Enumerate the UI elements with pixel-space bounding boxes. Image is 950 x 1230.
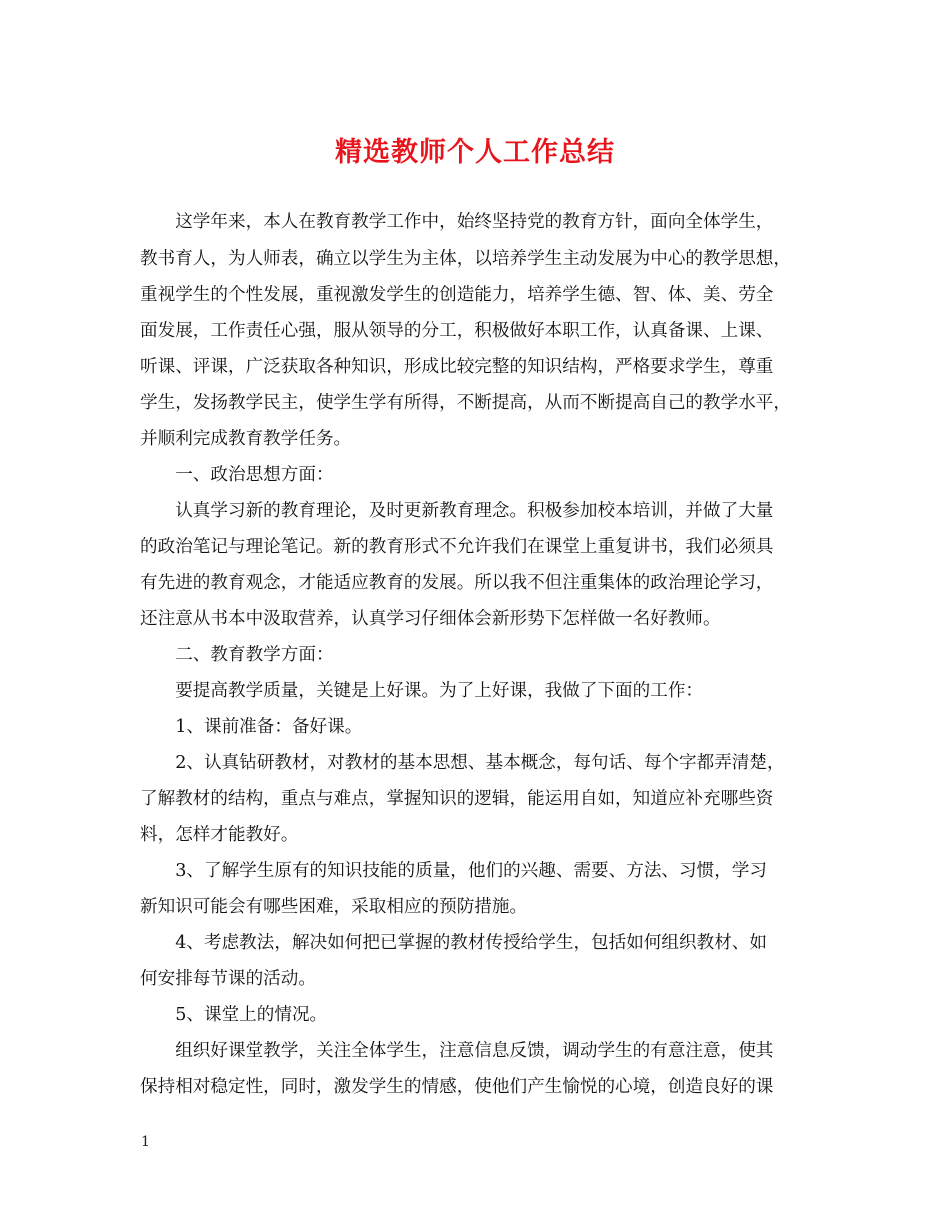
list-item: 4、考虑教法，解决如何把已掌握的教材传授给学生，包括如何组织教材、如	[140, 933, 767, 953]
body-line: 了解教材的结构，重点与难点，掌握知识的逻辑，能运用自如，知道应补充哪些资	[140, 789, 774, 809]
body-line: 新知识可能会有哪些困难，采取相应的预防措施。	[140, 897, 528, 917]
body-line: 听课、评课，广泛获取各种知识，形成比较完整的知识结构，严格要求学生，尊重	[140, 357, 774, 377]
list-item: 3、了解学生原有的知识技能的质量，他们的兴趣、需要、方法、习惯，学习	[140, 861, 767, 881]
section-heading: 一、政治思想方面：	[140, 465, 334, 485]
body-line: 何安排每节课的活动。	[140, 969, 316, 989]
body-line: 重视学生的个性发展，重视激发学生的创造能力，培养学生德、智、体、美、劳全	[140, 285, 774, 305]
list-item: 2、认真钻研教材，对教材的基本思想、基本概念，每句话、每个字都弄清楚，	[140, 753, 785, 773]
body-line: 面发展，工作责任心强，服从领导的分工，积极做好本职工作，认真备课、上课、	[140, 321, 774, 341]
body-line: 的政治笔记与理论笔记。新的教育形式不允许我们在课堂上重复讲书，我们必须具	[140, 537, 774, 557]
list-item: 5、课堂上的情况。	[140, 1005, 328, 1025]
body-line: 学生，发扬教学民主，使学生学有所得，不断提高，从而不断提高自己的教学水平，	[140, 393, 791, 413]
page-number: 1	[141, 1134, 150, 1150]
body-line: 料，怎样才能教好。	[140, 825, 299, 845]
body-line: 要提高教学质量，关键是上好课。为了上好课，我做了下面的工作：	[140, 681, 704, 701]
body-line: 还注意从书本中汲取营养，认真学习仔细体会新形势下怎样做一名好教师。	[140, 609, 721, 629]
body-line: 这学年来，本人在教育教学工作中，始终坚持党的教育方针，面向全体学生，	[140, 212, 774, 232]
body-line: 有先进的教育观念，才能适应教育的发展。所以我不但注重集体的政治理论学习，	[140, 573, 774, 593]
body-line: 组织好课堂教学，关注全体学生，注意信息反馈，调动学生的有意注意，使其	[140, 1041, 774, 1061]
document-title: 精选教师个人工作总结	[335, 137, 615, 168]
list-item: 1、课前准备：备好课。	[140, 717, 363, 737]
body-line: 认真学习新的教育理论，及时更新教育理念。积极参加校本培训，并做了大量	[140, 501, 774, 521]
body-line: 教书育人，为人师表，确立以学生为主体，以培养学生主动发展为中心的教学思想，	[140, 249, 791, 269]
body-line: 并顺利完成教育教学任务。	[140, 429, 352, 449]
body-line: 保持相对稳定性，同时，激发学生的情感，使他们产生愉悦的心境，创造良好的课	[140, 1077, 774, 1097]
section-heading: 二、教育教学方面：	[140, 645, 334, 665]
